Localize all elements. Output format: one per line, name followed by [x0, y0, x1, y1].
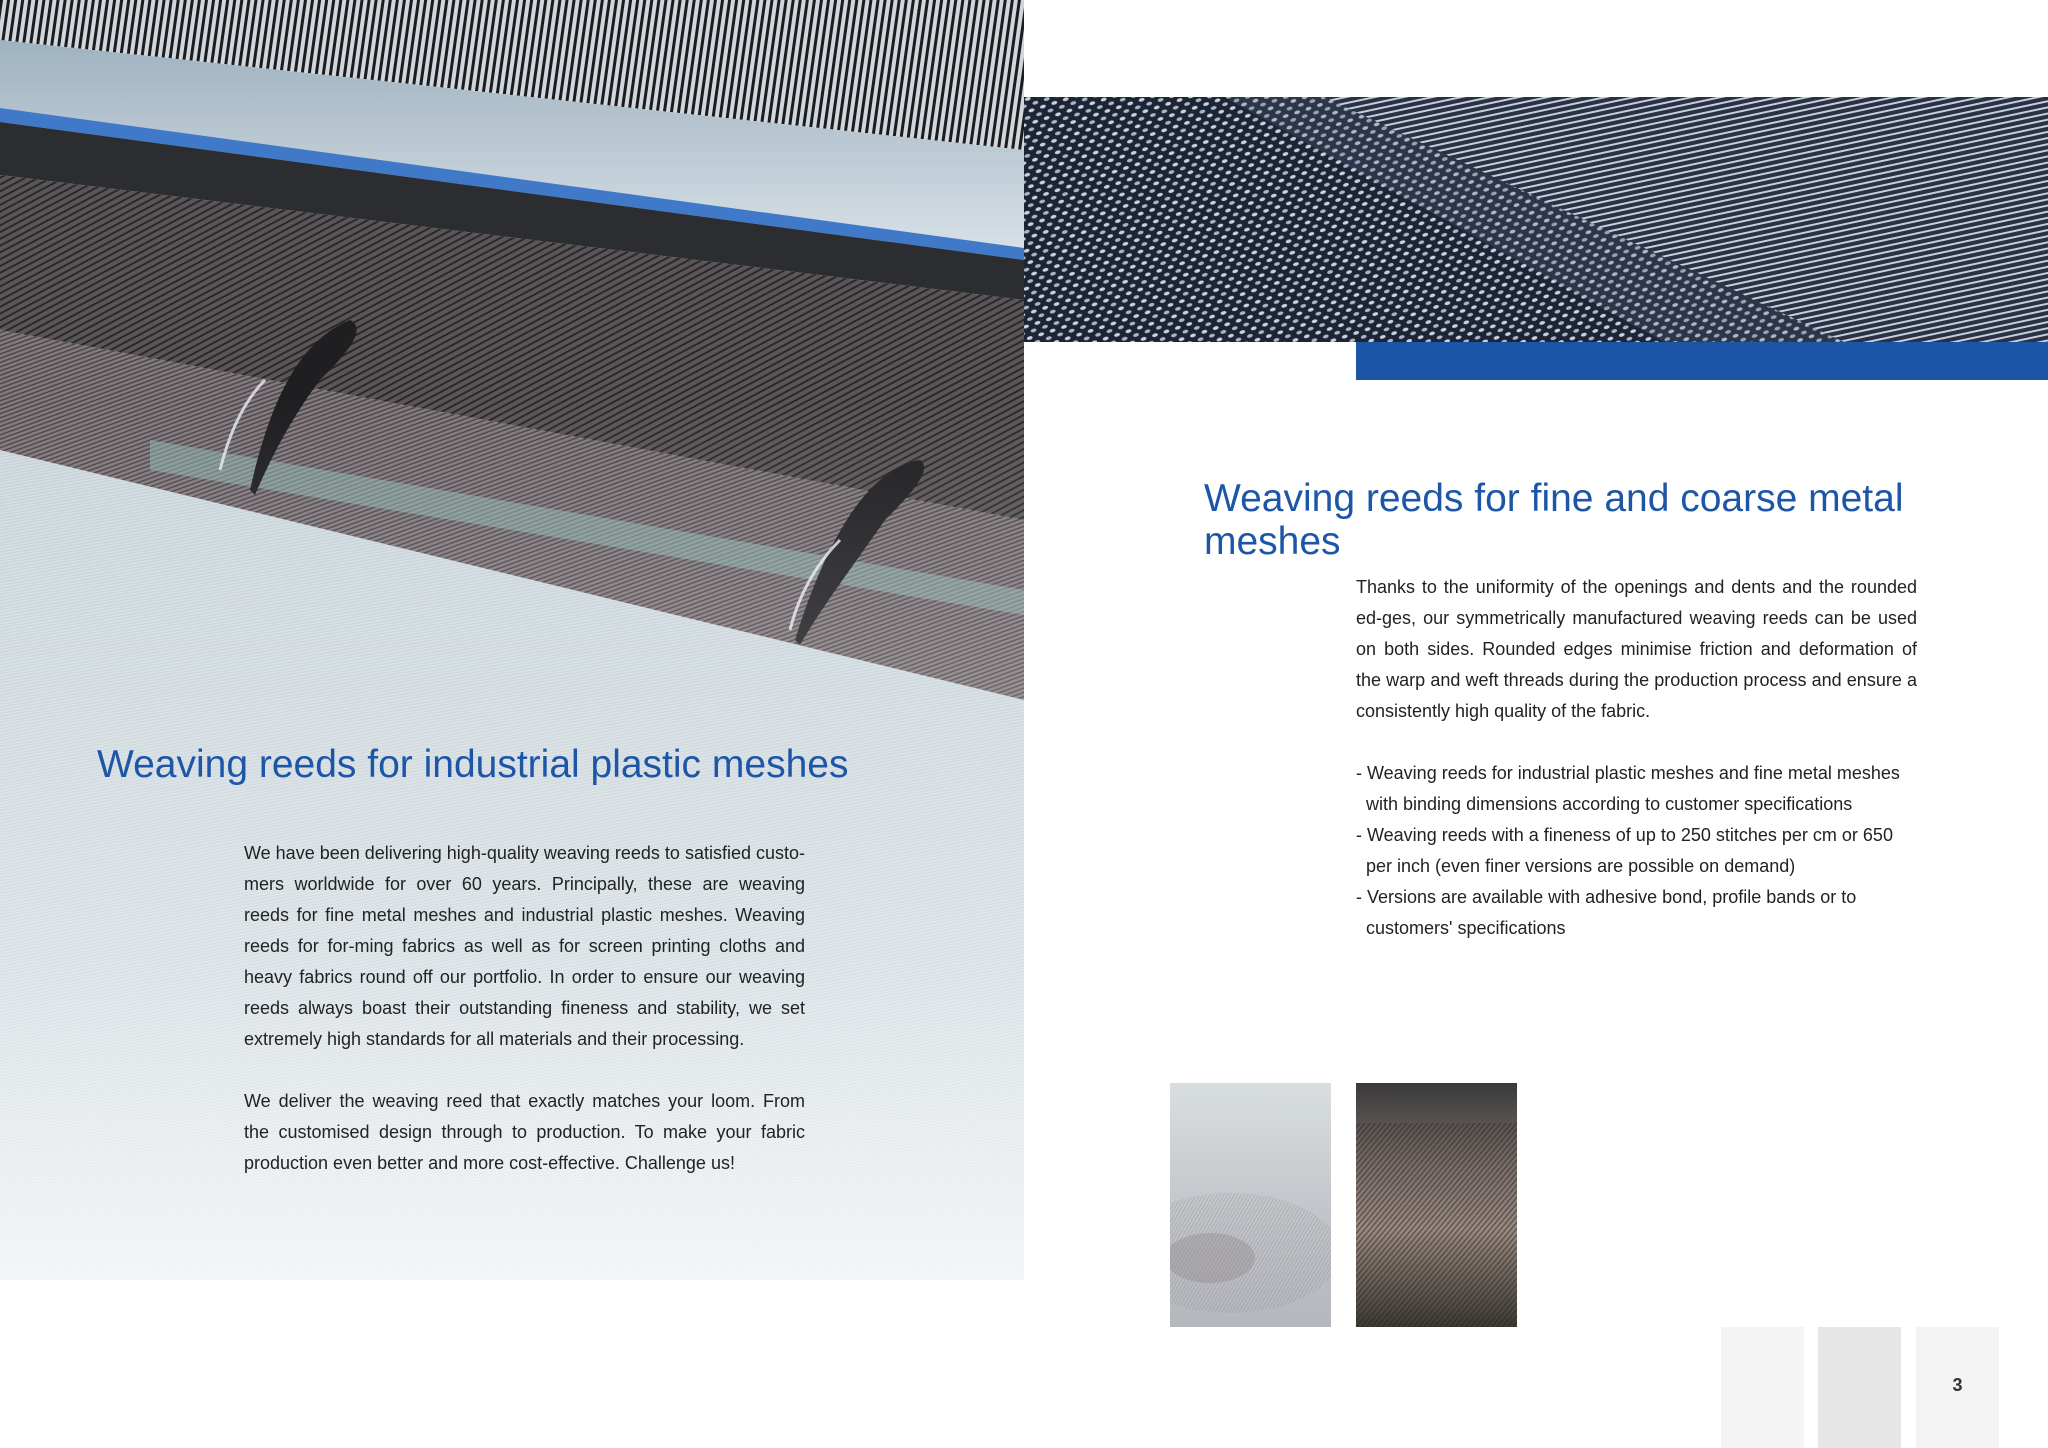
page-number: 3 [1952, 1375, 1963, 1395]
list-item-line-1: - Weaving reeds for industrial plastic meshes and fine metal meshes [1356, 763, 1900, 783]
left-body-text [244, 838, 805, 1210]
list-item-line-2: customers' specifications [1366, 918, 1566, 938]
list-item-line-2: per inch (even finer versions are possible on demand) [1366, 856, 1796, 876]
right-body-text [1356, 572, 1917, 944]
page-tab [1818, 1327, 1901, 1448]
list-item-line-1: - Weaving reeds with a fineness of up to 250 stitches per cm or 650 [1356, 825, 1893, 845]
accent-blue-band [1356, 342, 2048, 380]
fine-mesh-thumbnail [1170, 1083, 1331, 1327]
right-page-title: Weaving reeds for fine and coarse metal meshes [1204, 477, 1904, 563]
right-page [1024, 0, 2048, 1448]
feature-list [1356, 758, 1917, 944]
list-item-line-2: with binding dimensions according to customer specifications [1366, 794, 1853, 814]
left-paragraph-2: We deliver the weaving reed that exactly matches your loom. From the customised design through to production. To make your fabric production even better and more cost-effective. Challenge us! [244, 1091, 805, 1173]
left-page-title: Weaving reeds for industrial plastic meshes [97, 743, 849, 786]
page-number-tab [1916, 1327, 1999, 1448]
list-item [1356, 820, 1917, 882]
list-item [1356, 882, 1917, 944]
left-paragraph-1: We have been delivering high-quality weaving reeds to satisfied custo-mers worldwide for over 60 years. Principally, these are weaving reeds for fine metal meshes and industrial plastic meshes. Weaving reeds for for-ming fabrics as well as for screen printing cloths and heavy fabrics round off our portfolio. In order to ensure our weaving reeds always boast their outstanding fineness and stability, we set extremely high standards for all materials and their processing. [244, 843, 805, 1049]
coarse-mesh-thumbnail [1356, 1083, 1517, 1327]
right-paragraph: Thanks to the uniformity of the openings and dents and the rounded ed-ges, our symmetrically manufactured weaving reeds can be used on both sides. Rounded edges minimise friction and deformation of the warp and weft threads during the production process and ensure a consistently high quality of the fabric. [1356, 577, 1917, 721]
mesh-photo [1024, 97, 2048, 342]
page-tab [1721, 1327, 1804, 1448]
list-item [1356, 758, 1917, 820]
list-item-line-1: - Versions are available with adhesive bond, profile bands or to [1356, 887, 1857, 907]
